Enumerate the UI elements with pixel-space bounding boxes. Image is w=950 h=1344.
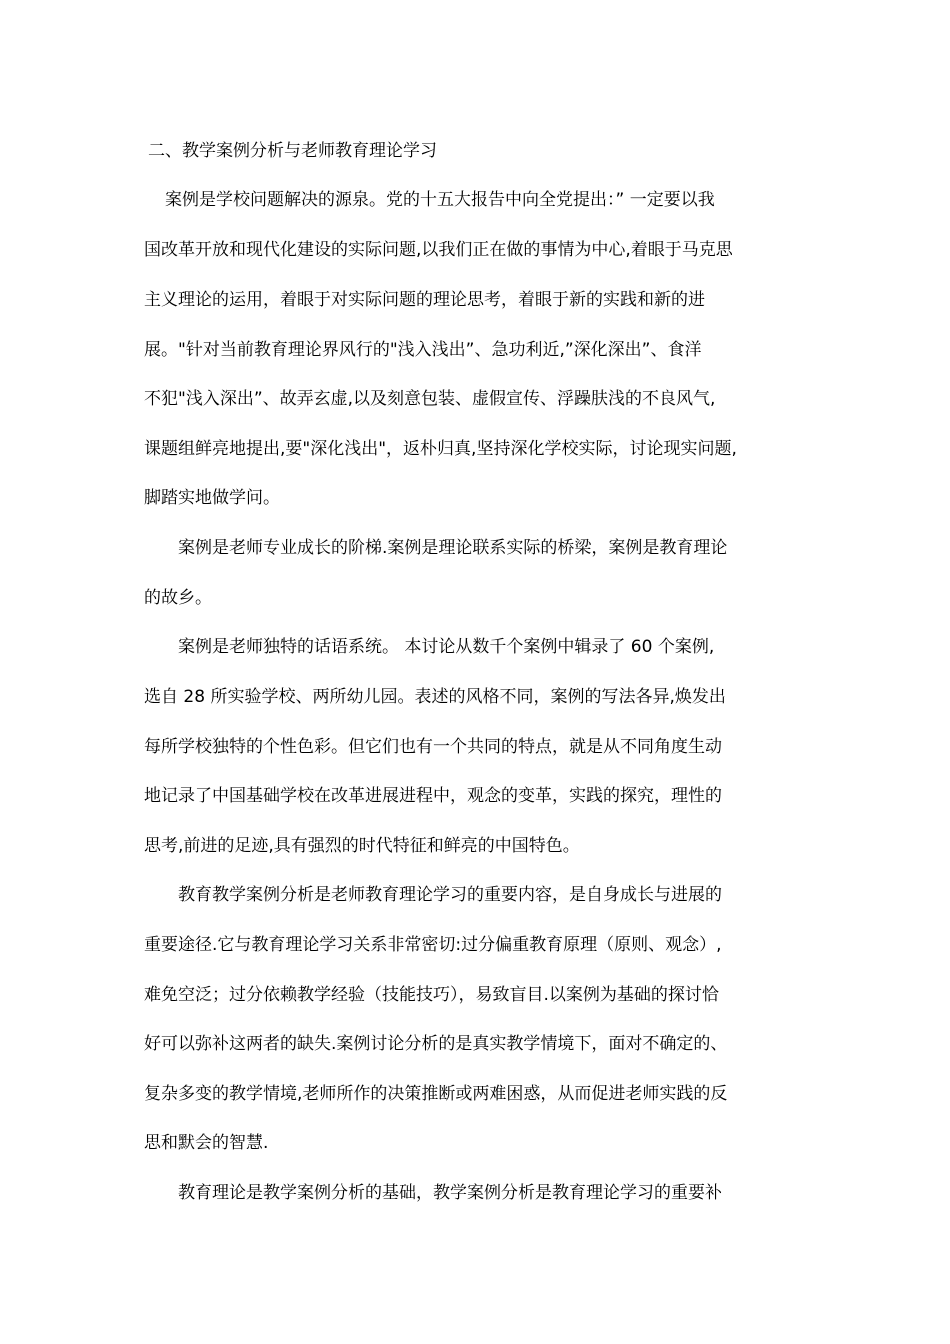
text-line: 案例是老师专业成长的阶梯.案例是理论联系实际的桥梁，案例是教育理论 [178,538,728,558]
text-line: 主义理论的运用，着眼于对实际问题的理论思考，着眼于新的实践和新的进 [144,290,705,310]
text-line: 思考,前进的足迹,具有强烈的时代特征和鲜亮的中国特色。 [144,836,580,856]
text-line: 不犯"浅入深出”、故弄玄虚,以及刻意包装、虚假宣传、浮躁肤浅的不良风气, [144,389,716,409]
text-line: 案例是老师独特的话语系统。 本讨论从数千个案例中辑录了 60 个案例, [178,637,715,657]
text-line: 重要途径.它与教育理论学习关系非常密切:过分偏重教育原理（原则、观念）, [144,935,722,955]
text-line: 教育教学案例分析是老师教育理论学习的重要内容，是自身成长与进展的 [178,885,722,905]
text-line: 国改革开放和现代化建设的实际问题,以我们正在做的事情为中心,着眼于马克思 [144,240,733,260]
text-line: 每所学校独特的个性色彩。但它们也有一个共同的特点，就是从不同角度生动 [144,737,722,757]
text-line: 脚踏实地做学问。 [144,488,280,508]
text-line: 展。"针对当前教育理论界风行的"浅入浅出”、急功利近,”深化深出”、食洋 [144,340,702,360]
text-line: 思和默会的智慧. [144,1133,269,1153]
text-line: 地记录了中国基础学校在改革进展进程中，观念的变革，实践的探究，理性的 [144,786,722,806]
text-line: 难免空泛；过分依赖教学经验（技能技巧），易致盲目.以案例为基础的探讨恰 [144,985,719,1005]
text-line: 案例是学校问题解决的源泉。党的十五大报告中向全党提出：” 一定要以我 [165,190,715,210]
section-heading: 二、教学案例分析与老师教育理论学习 [148,141,437,161]
text-line: 选自 28 所实验学校、两所幼儿园。表述的风格不同，案例的写法各异,焕发出 [144,687,726,707]
text-line: 教育理论是教学案例分析的基础，教学案例分析是教育理论学习的重要补 [178,1183,722,1203]
text-line: 好可以弥补这两者的缺失.案例讨论分析的是真实教学情境下，面对不确定的、 [144,1034,728,1054]
text-line: 复杂多变的教学情境,老师所作的决策推断或两难困惑，从而促进老师实践的反 [144,1084,728,1104]
text-line: 的故乡。 [144,588,212,608]
text-line: 课题组鲜亮地提出,要"深化浅出"，返朴归真,坚持深化学校实际，讨论现实问题, [144,439,737,459]
